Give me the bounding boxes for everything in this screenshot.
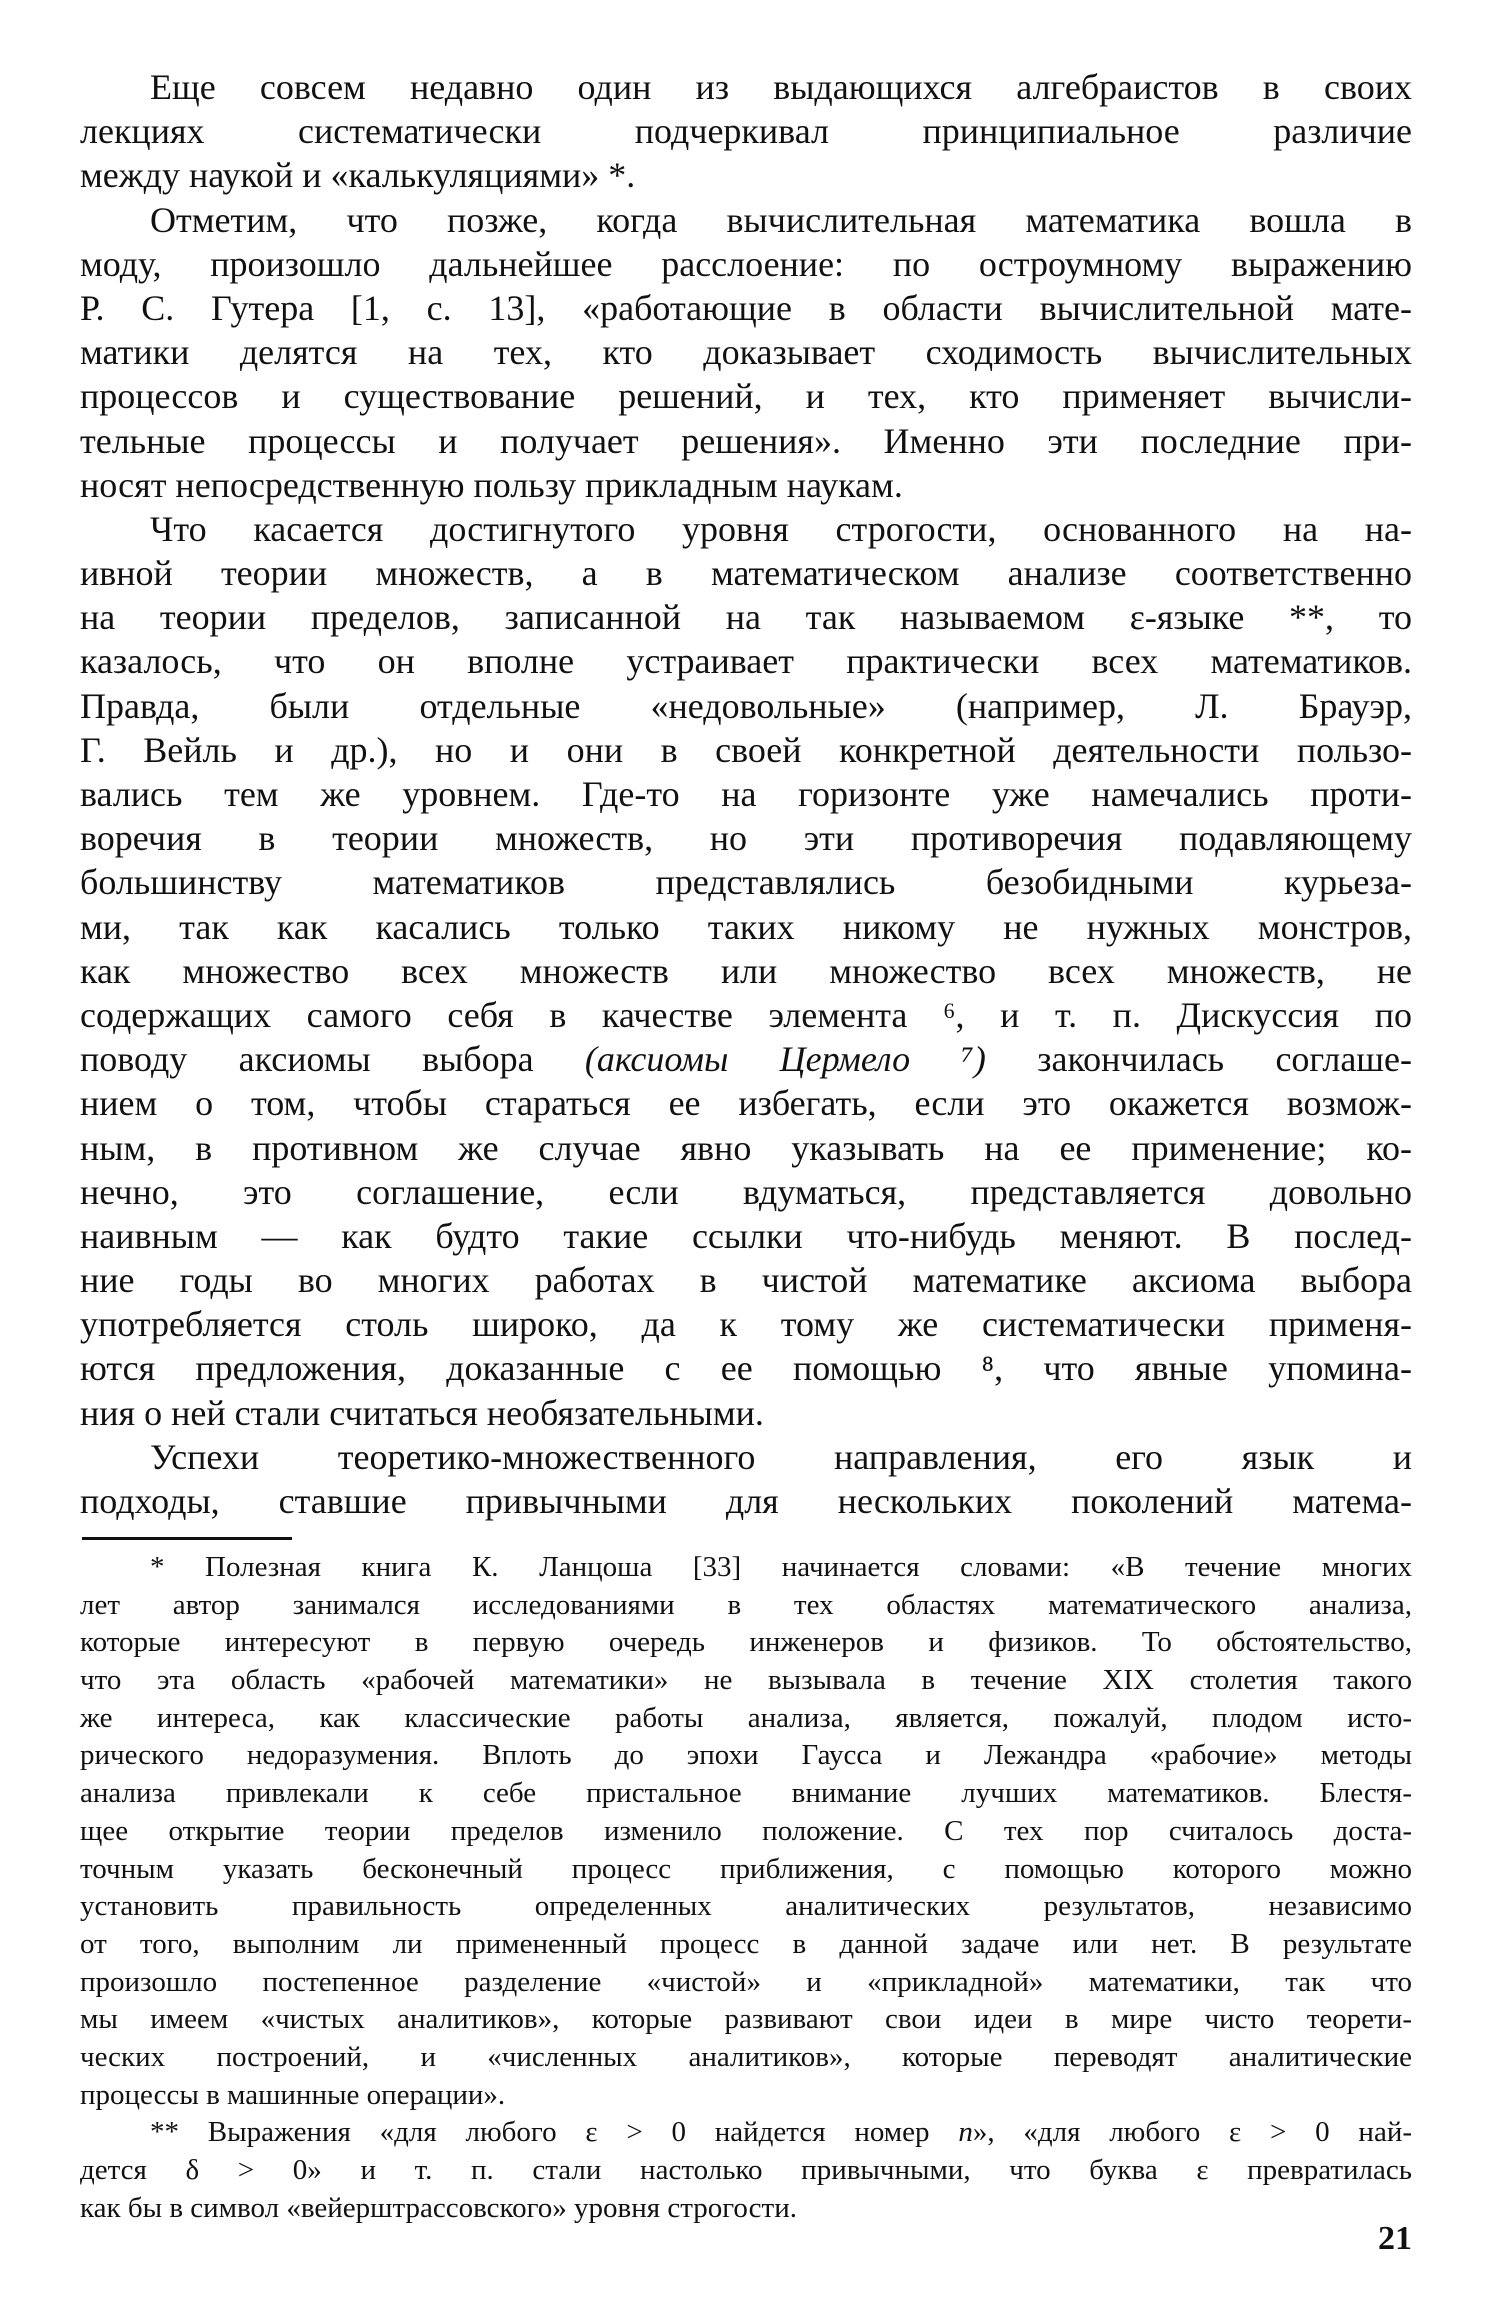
text-line: рического недоразумения. Вплоть до эпохи Гаусса и Лежандра «рабочие» методы xyxy=(80,1739,1412,1772)
paragraph xyxy=(80,65,1412,198)
text-line: ние годы во многих работах в чистой математике аксиома выбора xyxy=(80,1260,1412,1301)
footnote xyxy=(80,1549,1412,2114)
text-line: наивным — как будто такие ссылки что-нибудь меняют. В послед- xyxy=(80,1215,1412,1256)
text-line: Г. Вейль и др.), но и они в своей конкретной деятельности пользо- xyxy=(80,729,1412,770)
text-line: мы имеем «чистых аналитиков», которые развивают свои идеи в мире чисто теорети- xyxy=(80,2003,1412,2036)
text-line: же интереса, как классические работы анализа, является, пожалуй, плодом исто- xyxy=(80,1701,1412,1734)
text-line: процессов и существование решений, и тех, кто применяет вычисли- xyxy=(80,376,1412,417)
text-line: дется δ > 0» и т. п. стали настолько привычными, что буква ε превратилась xyxy=(80,2154,1412,2186)
text-line: нечно, это соглашение, если вдуматься, представляется довольно xyxy=(80,1171,1412,1212)
footnotes xyxy=(80,1549,1412,2227)
paragraph xyxy=(80,507,1412,1435)
text-line: ния о ней стали считаться необязательными. xyxy=(80,1392,764,1433)
text-line: произошло постепенное разделение «чистой» и «прикладной» математики, так что xyxy=(80,1965,1412,1998)
text-line: моду, произошло дальнейшее расслоение: по остроумному выражению xyxy=(80,243,1412,284)
text-line: Р. С. Гутера [1, с. 13], «работающие в области вычислительной мате- xyxy=(80,287,1412,328)
text-line: лекциях систематически подчеркивал принципиальное различие xyxy=(80,111,1412,152)
text-line: как множество всех множеств или множество всех множеств, не xyxy=(80,950,1412,991)
text-segment: », «для любого ε > 0 най- xyxy=(972,2116,1413,2149)
text-line: что эта область «рабочей математики» не вызывала в течение XIX столетия такого xyxy=(80,1664,1412,1697)
text-line: казалось, что он вполне устраивает практически всех математиков. xyxy=(80,641,1412,682)
text-line: Успехи теоретико-множественного направления, его язык и xyxy=(150,1436,1412,1477)
text-line xyxy=(80,1037,1412,1081)
text-line: ным, в противном же случае явно указывать на ее применение; ко- xyxy=(80,1127,1412,1168)
text-line xyxy=(80,2114,1412,2152)
italic-segment: n xyxy=(958,2116,973,2149)
text-line: ческих построений, и «численных аналитиков», которые переводят аналитические xyxy=(80,2040,1412,2073)
text-line: * Полезная книга К. Ланцоша [33] начинается словами: «В течение многих xyxy=(150,1551,1412,1583)
text-line: лет автор занимался исследованиями в тех областях математического анализа, xyxy=(80,1588,1412,1621)
text-line: от того, выполним ли примененный процесс в данной задаче или нет. В результате xyxy=(80,1927,1412,1960)
footnote xyxy=(80,2114,1412,2227)
text-line: точным указать бесконечный процесс приближения, с помощью которого можно xyxy=(80,1852,1412,1885)
footnote-separator xyxy=(82,1537,292,1540)
text-line: Отметим, что позже, когда вычислительная математика вошла в xyxy=(150,199,1412,240)
text-line: установить правильность определенных аналитических результатов, независимо xyxy=(80,1890,1412,1923)
text-line: которые интересуют в первую очередь инженеров и физиков. То обстоятельство, xyxy=(80,1626,1412,1659)
text-line: ются предложения, доказанные с ее помощью ⁸, что явные упомина- xyxy=(80,1348,1412,1389)
page-number: 21 xyxy=(1378,2220,1412,2257)
text-line: щее открытие теории пределов изменило положение. С тех пор считалось доста- xyxy=(80,1814,1412,1847)
text-line: вались тем же уровнем. Где-то на горизонте уже намечались проти- xyxy=(80,774,1412,814)
text-line: Что касается достигнутого уровня строгости, основанного на на- xyxy=(150,508,1412,549)
text-line: Еще совсем недавно один из выдающихся алгебраистов в своих xyxy=(150,67,1412,107)
italic-segment: (аксиомы Цермело ⁷) xyxy=(584,1039,986,1080)
text-line: анализа привлекали к себе пристальное внимание лучших математиков. Блестя- xyxy=(80,1777,1412,1810)
text-line: ивной теории множеств, а в математическом анализе соответственно xyxy=(80,553,1412,594)
text-line: содержащих самого себя в качестве элемента ⁶, и т. п. Дискуссия по xyxy=(80,994,1412,1035)
text-line: большинству математиков представлялись безобидными курьеза- xyxy=(80,862,1412,903)
text-line: Правда, были отдельные «недовольные» (например, Л. Брауэр, xyxy=(80,685,1412,726)
text-segment: закончилась соглаше- xyxy=(985,1039,1412,1080)
text-line: ми, так как касались только таких никому не нужных монстров, xyxy=(80,906,1412,947)
text-line: употребляется столь широко, да к тому же систематически применя- xyxy=(80,1304,1412,1345)
main-text xyxy=(80,65,1412,1523)
text-line: воречия в теории множеств, но эти противоречия подавляющему xyxy=(80,818,1412,859)
text-line: нием о том, чтобы стараться ее избегать, если это окажется возмож- xyxy=(80,1083,1412,1124)
text-line: носят непосредственную пользу прикладным наукам. xyxy=(80,464,903,505)
paragraph xyxy=(80,198,1412,507)
text-line: тельные процессы и получает решения». Именно эти последние при- xyxy=(80,420,1412,461)
text-line: как бы в символ «вейерштрассовского» уровня строгости. xyxy=(80,2191,797,2224)
text-segment: поводу аксиомы выбора xyxy=(80,1039,585,1080)
text-line: между наукой и «калькуляциями» *. xyxy=(80,155,636,196)
paragraph xyxy=(80,1435,1412,1523)
text-line: на теории пределов, записанной на так называемом ε-языке **, то xyxy=(80,597,1412,638)
text-segment: ** Выражения «для любого ε > 0 найдется номер xyxy=(150,2116,959,2149)
text-line: подходы, ставшие привычными для нескольких поколений матема- xyxy=(80,1481,1412,1521)
text-line: процессы в машинные операции». xyxy=(80,2078,506,2111)
text-line: матики делятся на тех, кто доказывает сходимость вычислительных xyxy=(80,332,1412,373)
